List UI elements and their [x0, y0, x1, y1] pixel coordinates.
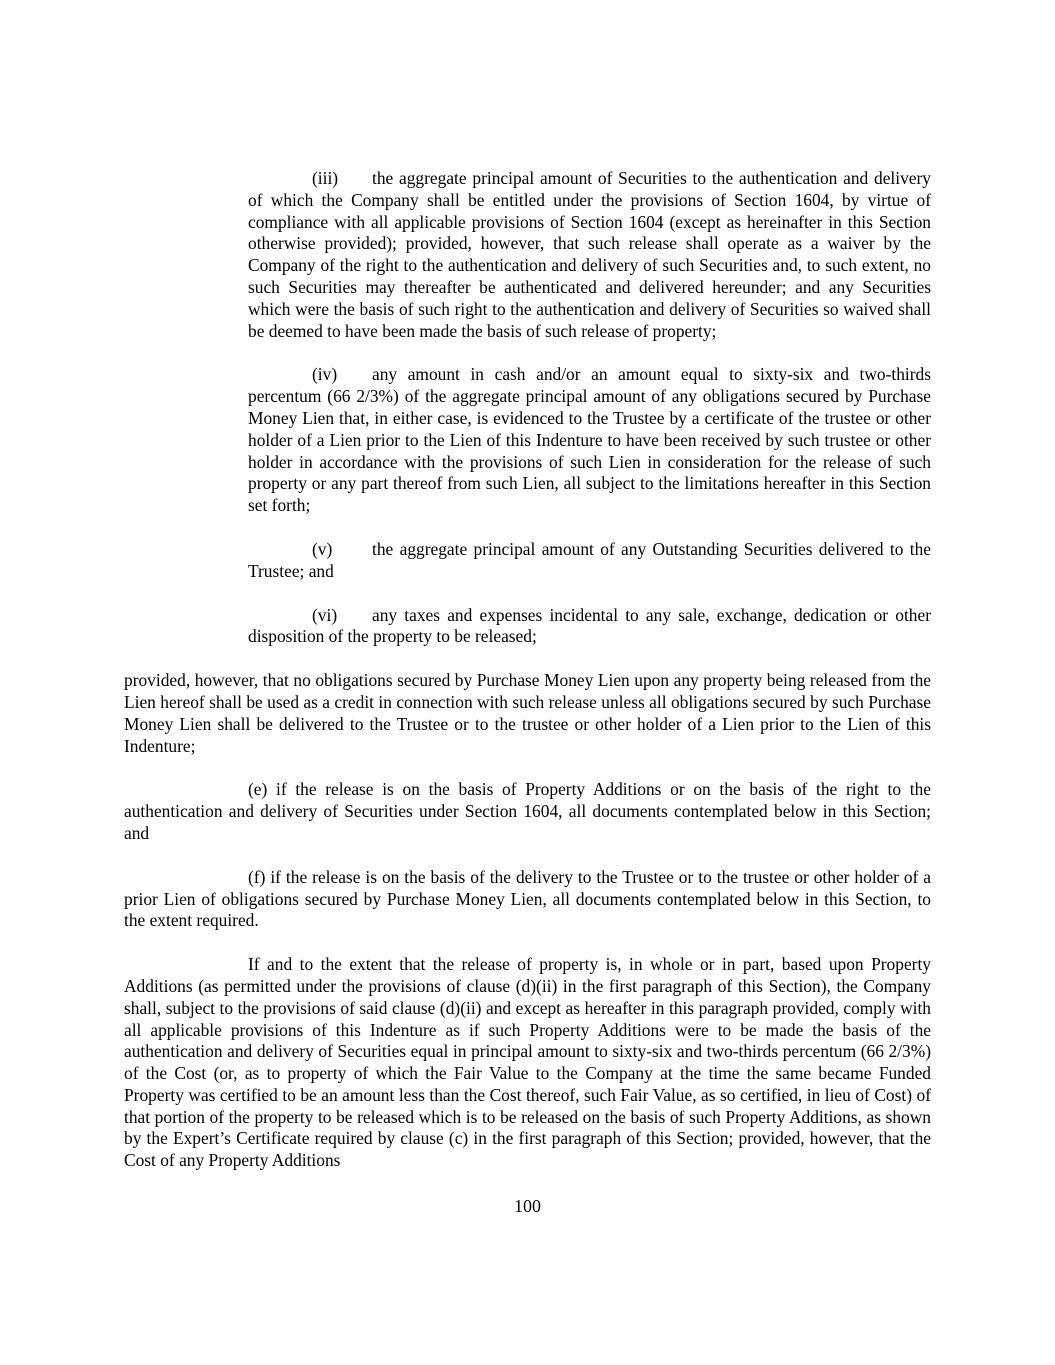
clause-text: any taxes and expenses incidental to any sale, exchange, dedication or other disposition of the property to be released; [248, 604, 931, 647]
clause-number: (iii) [312, 168, 339, 188]
clause-number: (iv) [312, 364, 338, 385]
clause-number: (vi) [312, 604, 338, 625]
document-page [124, 168, 931, 1172]
clause-text: the aggregate principal amount of any Outstanding Securities delivered to the Trustee; and [248, 538, 931, 581]
clause-iii [248, 168, 931, 342]
clause-iv [248, 364, 931, 517]
clause-text: any amount in cash and/or an amount equal to sixty-six and two-thirds percentum (66 2/3%) of the aggregate principal amount of any obligations secured by Purchase Money Lien that, in either case, is evidenced to the Trustee by a certificate of the trustee or other holder of a Lien prior to the Lien of this Indenture to have been received by such trustee or other holder in accordance with the provisions of such Lien in consideration for the release of such property or any part thereof from such Lien, all subject to the limitations hereafter in this Section set forth; [248, 364, 931, 516]
clause-text: the aggregate principal amount of Securities to the authentication and delivery of which the Company shall be entitled under the provisions of Section 1604, by virtue of compliance with all applicable provisions of Section 1604 (except as hereinafter in this Section otherwise provided); provided, however, that such release shall operate as a waiver by the Company of the right to the authentication and delivery of such Securities and, to such extent, no such Securities may thereafter be authenticated and delivered hereunder; and any Securities which were the basis of such right to the authentication and delivery of Securities so waived shall be deemed to have been made the basis of such release of property; [248, 168, 931, 341]
clause-e: (e) if the release is on the basis of Property Additions or on the basis of the right to the authentication and delivery of Securities under Section 1604, all documents contemplated below in this Section; and [124, 779, 931, 843]
property-additions-paragraph: If and to the extent that the release of property is, in whole or in part, based upon Property Additions (as permitted under the provisions of clause (d)(ii) in the first paragraph of this Section), the Company shall, subject to the provisions of said clause (d)(ii) and except as hereafter in this paragraph provided, comply with all applicable provisions of this Indenture as if such Property Additions were to be made the basis of the authentication and delivery of Securities equal in principal amount to sixty-six and two-thirds percentum (66 2/3%) of the Cost (or, as to property of which the Fair Value to the Company at the time the same became Funded Property was certified to be an amount less than the Cost thereof, such Fair Value, as so certified, in lieu of Cost) of that portion of the property to be released which is to be released on the basis of such Property Additions, as shown by the Expert’s Certificate required by clause (c) in the first paragraph of this Section; provided, however, that the Cost of any Property Additions [124, 954, 931, 1171]
page-number: 100 [514, 1196, 541, 1216]
clause-f: (f) if the release is on the basis of the delivery to the Trustee or to the trustee or other holder of a prior Lien of obligations secured by Purchase Money Lien, all documents contemplated below in this Section, to the extent required. [124, 866, 931, 931]
proviso-paragraph: provided, however, that no obligations secured by Purchase Money Lien upon any property being released from the Lien hereof shall be used as a credit in connection with such release unless all obligations secured by such Purchase Money Lien shall be delivered to the Trustee or to the trustee or other holder of a Lien prior to the Lien of this Indenture; [124, 670, 931, 756]
clause-vi [248, 605, 931, 649]
clause-number: (v) [312, 538, 333, 559]
clause-v [248, 539, 931, 583]
